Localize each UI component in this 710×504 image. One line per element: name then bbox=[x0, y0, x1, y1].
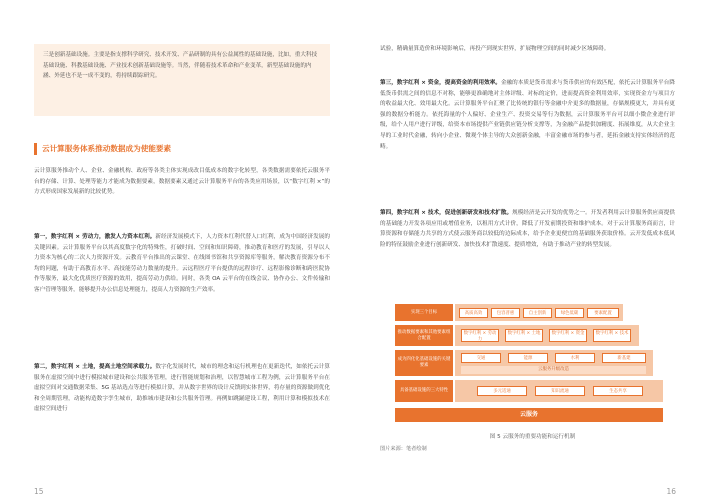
paragraph-technology-body: 规模经济是云开发的优势之一。开发者利用云计算服务供应商提供的基础能力开发各项应用或增值业务，以租用方式计价，降低了开发前期投资和维护成本。对于云计算服务商而言，计算资源和存储能力共享的方式使云服务商以较低的边际成本，给予企业更便宜的基础服务获取价格。云开发低成本低风险的特征鼓励企业进行创新研发、加快技术扩散速度、提质增效，有助于推动产业的转型发展。 bbox=[380, 210, 675, 248]
figure-box: 能源 bbox=[508, 353, 548, 363]
figure-box: 生态共享 bbox=[593, 386, 643, 396]
figure-row-infrastructure bbox=[395, 350, 663, 376]
figure-row-label: 推动数据要素和其他要素组合配置 bbox=[395, 325, 453, 346]
figure-row-goals bbox=[395, 304, 663, 321]
figure-box: 多元适通 bbox=[477, 386, 527, 396]
paragraph-labor-body: 新经济发展模式下，人力资本红利代替人口红利，成为中国经济发展的关键因素。云计算服务平台以其高度数字化的特殊性，打破时间、空间和知识障碍，推动教育和医疗的发展，引导以人力资本为核心的二次人力资源开发。云教育平台推出的云课堂、在线图书馆和共享资源库等服务，解决教育资源分布不均的问题，有助于高教育水平、高技能劳动力数量的提升。云远程医疗平台提供的远程诊疗、远程影像诊断和跨医院协作等服务，最大化优质医疗资源的效用，提高劳动力供给。同时，各类 OA 云平台的在线会议、协作办公、文件传输和客户管理等服务，能够提升办公信息处理能力，提高人力资源的生产效率。 bbox=[34, 234, 330, 293]
right-page bbox=[355, 0, 710, 504]
paragraph-land-heading: 第二，数字红利 × 土地，提高土地空间承载力。 bbox=[34, 364, 156, 370]
figure-box: 要素配置 bbox=[587, 308, 619, 318]
paragraph-capital bbox=[380, 78, 675, 152]
paragraph-capital-body: 金融的本质是货币需求与货币供应的有效匹配，依托云计算服务平台降低货币供需之间的信息不对称，能够更准确地对主体评级、对标的定价，进而提高资金利用效率，实现资金方与项目方的收益最大化、效用最大化。云计算服务平台汇聚了比传统的银行等金融中介更多的数据量，存储规模更大，并具有更强的数据分析能力。依托海量的个人偏好、企业生产、投资交易等行为数据，云计算服务平台可以细小微企业进行评级，给个人用户进行评级，给资本市场提供产业链供应链分析支撑等，为金融产品提供加精度、拓展维度，从大企业主导的工业时代金融，转向小企业、微观个体主导的大众创新金融，丰富金融市场的参与者，延拓金融支持实体经济的范畴。 bbox=[380, 80, 675, 150]
figure-row-label: 实现三个目标 bbox=[395, 304, 453, 321]
pyramid-figure bbox=[395, 304, 663, 424]
figure-box: 包容普惠 bbox=[491, 308, 520, 318]
figure-box: 绿色低碳 bbox=[555, 308, 584, 318]
figure-row-properties bbox=[395, 380, 663, 402]
callout-box: 三是创新基础设施。主要是指支撑科学研究、技术开发、产品研制的具有公益属性的基础设施，比如，重大科技基础设施、科教基础设施、产业技术创新基础设施等。当然，伴随着技术革命和产业变革，新型基础设施的内涵、外延也不是一成不变的，将持续跟踪研究。 bbox=[34, 44, 330, 116]
paragraph-continued: 试验，精确量算造价和环境影响后，再投产到现实世界，扩展物理空间的同时减少区域障碍。 bbox=[380, 46, 610, 52]
paragraph-land-body: 数字化发展时代，城市的理念和运行机理也在更新迭代，如依托云计算服务在虚拟空间中进行模拟城市建设和公共服务管理，进行智能规划和治理，以智慧城市工程为例，云计算服务平台在虚拟空间对交通数据采集、5G 基站选点等进行模拟计算，并从数字世界的设计反馈到实体世界，将存量的资源做到优化和全周期管理，动能构造数字孪生城市，助推城市建设和公共服务管理。再例如跳踊建设工程，利用计算和模拟技术在虚拟空间进行 bbox=[34, 364, 330, 413]
figure-box: 交通 bbox=[461, 353, 501, 363]
figure-box: 自主创新 bbox=[523, 308, 552, 318]
figure-box: 数字红利 × 劳动力 bbox=[461, 329, 499, 342]
figure-box: 数字红利 × 土地 bbox=[505, 329, 543, 342]
figure-row-dividends bbox=[395, 325, 663, 346]
figure-box: 数字红利 × 资金 bbox=[549, 329, 587, 342]
figure-caption: 图 5 云服务的重要功能和运行机制 bbox=[489, 434, 576, 440]
figure-box: 知识流通 bbox=[535, 386, 585, 396]
figure-wide-bar: 云服务升级改造 bbox=[461, 366, 646, 374]
paragraph-labor bbox=[34, 232, 330, 296]
paragraph-technology-heading: 第四，数字红利 × 技术，促进创新研发和技术扩散。 bbox=[380, 210, 513, 216]
figure-box: 水利 bbox=[555, 353, 595, 363]
page-number-left: 15 bbox=[34, 487, 44, 496]
paragraph-technology bbox=[380, 208, 675, 250]
figure-base-cloud-service: 云服务 bbox=[395, 408, 663, 422]
figure-box: 数字红利 × 技术 bbox=[593, 329, 631, 342]
page-number-right: 16 bbox=[666, 487, 676, 496]
paragraph-intro: 云计算服务推动个人、企业、金融机构、政府等各类主体实现成改目低成本的数字化转型，各类数据需要依托云服务平台的存储、计算、处理等能力才能成为数据要素，数据要素又通过云计算服务平台的各类应用场景，以“数字红利 ×”的方式形成国家发展新的比较优势。 bbox=[34, 168, 330, 196]
figure-box: 高质高效 bbox=[459, 308, 488, 318]
figure-row-label: 具备基础设施的三大特性 bbox=[395, 380, 453, 402]
paragraph-capital-heading: 第三，数字红利 × 资金，提高资金的利用效率。 bbox=[380, 80, 501, 86]
figure-source: 图片来源：笔者绘制 bbox=[380, 446, 427, 452]
paragraph-labor-heading: 第一，数字红利 × 劳动力，激发人力资本红利。 bbox=[34, 234, 156, 240]
figure-row-label: 成为四化化基础设施的关键要素 bbox=[395, 350, 453, 376]
figure-box: 新基建 bbox=[602, 353, 646, 363]
paragraph-land bbox=[34, 362, 330, 415]
section-title: 云计算服务体系推动数据成为使能要素 bbox=[34, 143, 171, 155]
